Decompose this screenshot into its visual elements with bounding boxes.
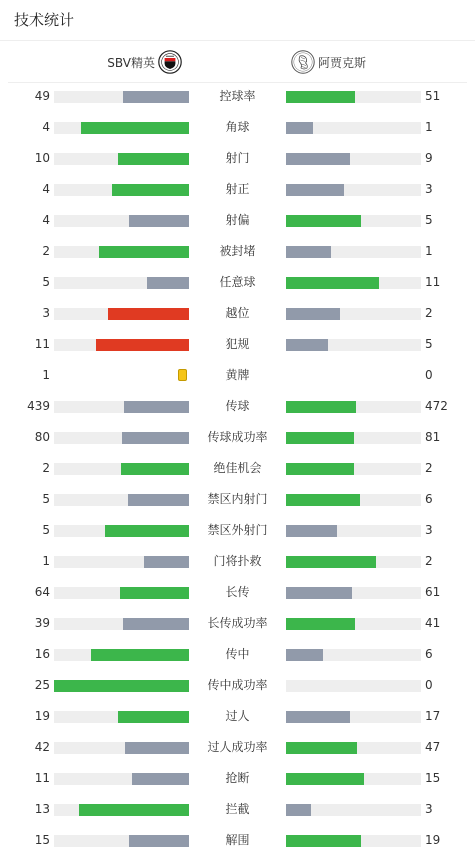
stat-row <box>0 267 475 298</box>
away-stat-value: 81 <box>425 430 441 444</box>
home-stat-value: 19 <box>34 709 50 723</box>
home-stat-value: 2 <box>42 461 50 475</box>
away-stat-value: 15 <box>425 771 441 785</box>
away-stat-bar-track <box>286 215 421 227</box>
stat-row <box>0 236 475 267</box>
stat-label: 抢断 <box>225 771 250 785</box>
home-stat-value: 16 <box>34 647 50 661</box>
home-stat-bar <box>91 649 189 661</box>
away-stat-value: 6 <box>425 647 433 661</box>
home-stat-value: 4 <box>42 213 50 227</box>
away-stat-value: 6 <box>425 492 433 506</box>
home-stat-value: 49 <box>34 89 50 103</box>
stat-row <box>0 763 475 794</box>
away-team-name: 阿贾克斯 <box>318 55 367 70</box>
stat-row <box>0 794 475 825</box>
stat-label: 长传成功率 <box>207 616 268 630</box>
home-stat-bar <box>147 277 189 289</box>
away-stat-value: 3 <box>425 182 433 196</box>
home-stat-bar <box>120 587 189 599</box>
stat-label: 被封堵 <box>219 244 256 258</box>
home-stat-bar-track <box>54 277 189 289</box>
home-stat-bar <box>129 835 189 847</box>
away-stat-bar-track <box>286 184 421 196</box>
excelsior-logo-icon <box>158 50 182 74</box>
stat-row <box>0 143 475 174</box>
stat-row <box>0 174 475 205</box>
stat-label: 传球 <box>225 399 250 413</box>
home-stat-bar <box>128 494 189 506</box>
stat-label: 门将扑救 <box>213 554 262 568</box>
stat-label: 解围 <box>225 833 250 847</box>
home-stat-bar <box>129 215 189 227</box>
home-stat-bar-track <box>54 587 189 599</box>
stat-row <box>0 360 475 391</box>
away-stat-bar-track <box>286 711 421 723</box>
home-stat-bar-track <box>54 463 189 475</box>
home-stat-bar-track <box>54 215 189 227</box>
away-stat-bar-track <box>286 153 421 165</box>
home-stat-value: 5 <box>42 523 50 537</box>
home-stat-value: 5 <box>42 275 50 289</box>
away-stat-bar <box>286 463 354 475</box>
home-stat-value: 5 <box>42 492 50 506</box>
home-stat-bar-track <box>54 804 189 816</box>
home-stat-value: 1 <box>42 368 50 382</box>
away-stat-bar <box>286 525 337 537</box>
away-stat-value: 5 <box>425 337 433 351</box>
away-stat-bar <box>286 494 360 506</box>
stat-label: 拦截 <box>225 802 250 816</box>
stat-label: 禁区内射门 <box>207 492 268 506</box>
stats-list <box>0 81 475 856</box>
home-stat-value: 15 <box>34 833 50 847</box>
stat-row <box>0 329 475 360</box>
home-stat-bar-track <box>54 680 189 692</box>
home-stat-bar-track <box>54 618 189 630</box>
stat-label: 犯规 <box>225 337 250 351</box>
home-stat-value: 10 <box>34 151 50 165</box>
home-stat-bar-track <box>54 153 189 165</box>
away-stat-bar <box>286 339 328 351</box>
stat-row <box>0 81 475 112</box>
stat-label: 传球成功率 <box>207 430 268 444</box>
home-team[interactable] <box>107 50 182 74</box>
home-stat-bar <box>132 773 189 785</box>
home-stat-bar <box>54 680 189 692</box>
stat-label: 绝佳机会 <box>213 461 262 475</box>
away-stat-value: 472 <box>425 399 448 413</box>
home-stat-value: 39 <box>34 616 50 630</box>
home-stat-bar-track <box>54 339 189 351</box>
stat-row <box>0 298 475 329</box>
away-stat-value: 61 <box>425 585 441 599</box>
stat-label: 过人成功率 <box>207 740 268 754</box>
away-stat-value: 51 <box>425 89 441 103</box>
away-stat-value: 0 <box>425 678 433 692</box>
stat-row <box>0 484 475 515</box>
stat-row <box>0 515 475 546</box>
section-title: 技术统计 <box>0 0 475 41</box>
away-stat-value: 41 <box>425 616 441 630</box>
stat-row <box>0 701 475 732</box>
home-stat-value: 64 <box>34 585 50 599</box>
away-stat-value: 47 <box>425 740 441 754</box>
stat-label: 角球 <box>225 120 250 134</box>
home-stat-bar <box>105 525 189 537</box>
home-stat-bar-track <box>54 122 189 134</box>
home-stat-value: 25 <box>34 678 50 692</box>
home-stat-bar-track <box>54 742 189 754</box>
away-stat-bar <box>286 153 350 165</box>
home-stat-bar <box>144 556 189 568</box>
away-stat-bar <box>286 122 313 134</box>
away-stat-value: 5 <box>425 213 433 227</box>
home-stat-bar <box>121 463 189 475</box>
teams-header <box>8 41 467 83</box>
stat-label: 越位 <box>225 306 250 320</box>
away-stat-bar-track <box>286 246 421 258</box>
home-stat-bar-track <box>54 773 189 785</box>
away-team[interactable] <box>291 50 366 74</box>
stat-row <box>0 577 475 608</box>
home-stat-bar <box>79 804 189 816</box>
away-stat-bar <box>286 401 356 413</box>
away-stat-value: 1 <box>425 120 433 134</box>
away-stat-value: 3 <box>425 802 433 816</box>
away-stat-bar-track <box>286 773 421 785</box>
home-stat-bar-track <box>54 494 189 506</box>
home-stat-value: 3 <box>42 306 50 320</box>
away-stat-bar <box>286 556 376 568</box>
home-stat-bar-track <box>54 246 189 258</box>
stat-label: 任意球 <box>219 275 256 289</box>
away-stat-bar <box>286 804 311 816</box>
away-stat-bar <box>286 91 355 103</box>
home-stat-bar <box>99 246 189 258</box>
away-stat-value: 2 <box>425 461 433 475</box>
stat-label: 黄牌 <box>225 368 250 382</box>
away-stat-bar-track <box>286 277 421 289</box>
away-stat-bar <box>286 742 357 754</box>
home-stat-bar-track <box>54 401 189 413</box>
away-stat-bar-track <box>286 401 421 413</box>
away-stat-value: 3 <box>425 523 433 537</box>
away-stat-bar-track <box>286 308 421 320</box>
home-stat-bar-track <box>54 432 189 444</box>
home-stat-value: 11 <box>34 337 50 351</box>
away-stat-value: 1 <box>425 244 433 258</box>
away-stat-value: 9 <box>425 151 433 165</box>
away-stat-bar <box>286 618 355 630</box>
home-stat-bar <box>123 618 189 630</box>
stat-label: 射正 <box>225 182 250 196</box>
away-stat-bar-track <box>286 680 421 692</box>
stat-row <box>0 670 475 701</box>
home-stat-bar <box>118 711 189 723</box>
home-stat-bar <box>81 122 189 134</box>
stat-row <box>0 546 475 577</box>
home-stat-bar <box>124 401 189 413</box>
away-stat-bar <box>286 215 361 227</box>
away-stat-value: 19 <box>425 833 441 847</box>
stat-row <box>0 205 475 236</box>
away-stat-bar-track <box>286 122 421 134</box>
home-stat-bar <box>118 153 189 165</box>
away-stat-bar <box>286 277 379 289</box>
home-stat-value: 1 <box>42 554 50 568</box>
away-stat-value: 2 <box>425 554 433 568</box>
home-stat-bar <box>108 308 189 320</box>
away-stat-bar-track <box>286 556 421 568</box>
stat-row <box>0 422 475 453</box>
stat-label: 传中 <box>225 647 250 661</box>
home-stat-bar-track <box>54 711 189 723</box>
away-stat-bar <box>286 835 361 847</box>
away-stat-bar <box>286 184 344 196</box>
home-stat-value: 80 <box>34 430 50 444</box>
stat-row <box>0 391 475 422</box>
stat-row <box>0 639 475 670</box>
stat-row <box>0 825 475 856</box>
away-stat-bar <box>286 773 364 785</box>
away-stat-value: 0 <box>425 368 433 382</box>
home-stat-bar-track <box>54 308 189 320</box>
home-stat-bar-track <box>54 91 189 103</box>
stat-label: 射偏 <box>225 213 250 227</box>
away-stat-value: 2 <box>425 306 433 320</box>
stat-row <box>0 453 475 484</box>
away-stat-bar <box>286 587 352 599</box>
away-stat-bar-track <box>286 463 421 475</box>
stat-label: 传中成功率 <box>207 678 268 692</box>
away-stat-bar-track <box>286 525 421 537</box>
home-stat-value: 13 <box>34 802 50 816</box>
stat-label: 射门 <box>225 151 250 165</box>
away-stat-bar-track <box>286 835 421 847</box>
away-stat-bar-track <box>286 742 421 754</box>
home-stat-value: 4 <box>42 120 50 134</box>
away-stat-value: 17 <box>425 709 441 723</box>
home-team-name: SBV精英 <box>107 55 155 70</box>
ajax-logo-icon <box>291 50 315 74</box>
home-stat-value: 4 <box>42 182 50 196</box>
home-stat-value: 11 <box>34 771 50 785</box>
away-stat-bar-track <box>286 618 421 630</box>
away-stat-bar <box>286 246 331 258</box>
stat-row <box>0 608 475 639</box>
stat-label: 控球率 <box>219 89 256 103</box>
home-stat-value: 439 <box>27 399 50 413</box>
home-stat-value: 2 <box>42 244 50 258</box>
away-stat-bar <box>286 432 354 444</box>
home-stat-bar-track <box>54 525 189 537</box>
away-stat-bar-track <box>286 432 421 444</box>
yellow-card-icon <box>178 369 187 381</box>
home-stat-bar <box>123 91 189 103</box>
home-stat-bar-track <box>54 649 189 661</box>
away-stat-bar-track <box>286 587 421 599</box>
away-stat-bar <box>286 649 323 661</box>
away-stat-bar <box>286 711 350 723</box>
home-stat-value: 42 <box>34 740 50 754</box>
stat-label: 禁区外射门 <box>207 523 268 537</box>
away-stat-bar <box>286 308 340 320</box>
home-stat-bar-track <box>54 835 189 847</box>
away-stat-value: 11 <box>425 275 441 289</box>
away-stat-bar-track <box>286 494 421 506</box>
stat-row <box>0 112 475 143</box>
stat-label: 过人 <box>225 709 250 723</box>
home-stat-bar-track <box>54 556 189 568</box>
home-stat-bar <box>96 339 189 351</box>
away-stat-bar-track <box>286 91 421 103</box>
away-stat-bar-track <box>286 339 421 351</box>
stat-label: 长传 <box>225 585 250 599</box>
away-stat-bar-track <box>286 649 421 661</box>
home-stat-bar <box>125 742 189 754</box>
home-stat-bar <box>112 184 189 196</box>
home-stat-bar <box>122 432 189 444</box>
home-stat-bar-track <box>54 184 189 196</box>
stat-row <box>0 732 475 763</box>
away-stat-bar-track <box>286 804 421 816</box>
